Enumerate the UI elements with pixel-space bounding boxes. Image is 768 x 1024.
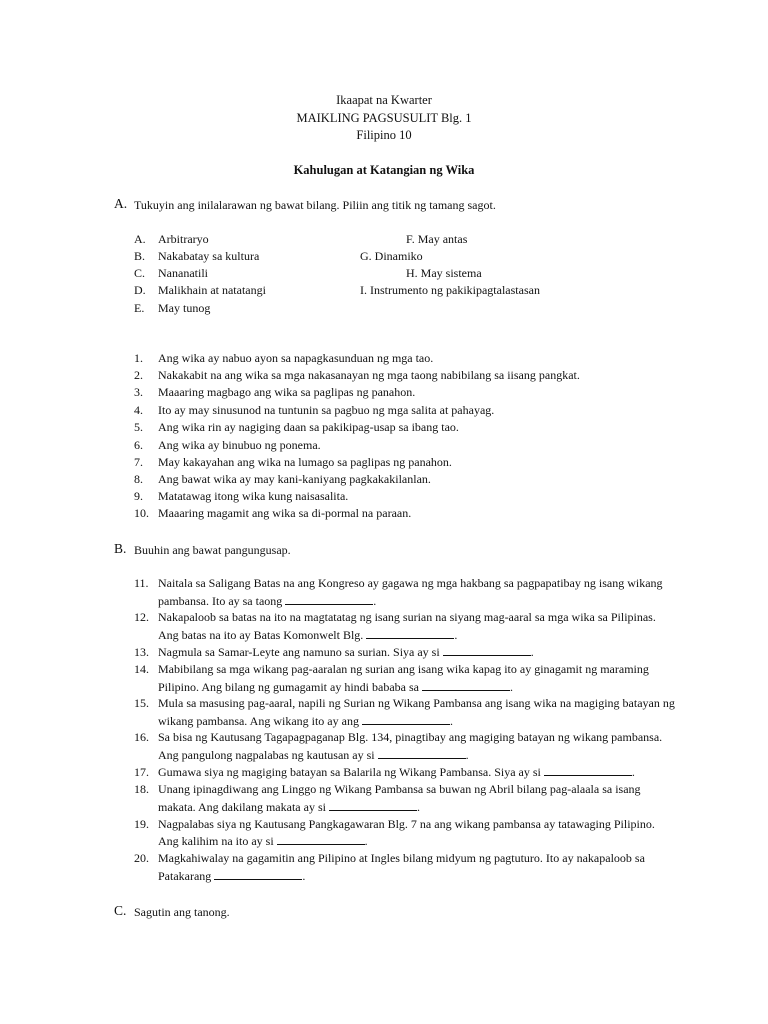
item-number: 20.	[134, 851, 149, 865]
choice-text: H. May sistema	[406, 266, 482, 280]
answer-blank[interactable]	[214, 869, 302, 880]
item-number: 1.	[134, 351, 143, 365]
item-text: Maaaring magbago ang wika sa paglipas ng panahon.	[158, 385, 416, 399]
item-text: Patakarang	[158, 869, 212, 883]
answer-blank[interactable]	[378, 748, 466, 759]
item-text-cont	[158, 679, 513, 696]
section-c-instruction: Sagutin ang tanong.	[134, 905, 230, 919]
item-text: May kakayahan ang wika na lumago sa paglipas ng panahon.	[158, 455, 452, 469]
item-end: .	[509, 680, 513, 694]
item-text-cont	[158, 593, 376, 610]
item-end: .	[449, 714, 453, 728]
item-text-cont	[158, 868, 305, 885]
choice-text: May tunog	[158, 301, 211, 315]
item-end: .	[465, 748, 469, 762]
item-text: Pilipino. Ang bilang ng gumagamit ay hindi bababa sa	[158, 680, 419, 694]
item-number: 7.	[134, 455, 143, 469]
choice-text: Malikhain at natatangi	[158, 283, 266, 297]
item-text: Ito ay may sinusunod na tuntunin sa pagbuo ng mga salita at pahayag.	[158, 403, 495, 417]
item-text-cont	[158, 799, 420, 816]
item-text-cont	[158, 747, 469, 764]
item-end: .	[373, 594, 377, 608]
item-text: Naitala sa Saligang Batas na ang Kongreso ay gagawa ng mga hakbang sa pagpapatibay ng isang wikang	[158, 576, 663, 590]
item-number: 15.	[134, 696, 149, 710]
item-text-cont	[158, 764, 635, 781]
item-text-cont	[158, 713, 453, 730]
item-text: Ang bawat wika ay may kani-kaniyang pagkakakilanlan.	[158, 472, 431, 486]
item-text-cont	[158, 627, 457, 644]
item-text: Nagpalabas siya ng Kautusang Pangkagawaran Blg. 7 na ang wikang pambansa ay tatawaging Pilipino.	[158, 817, 655, 831]
item-text: Ang wika rin ay nagiging daan sa pakikipag-usap sa ibang tao.	[158, 420, 459, 434]
item-end: .	[631, 765, 635, 779]
item-text: Mabibilang sa mga wikang pag-aaralan ng surian ang isang wika kapag ito ay ginagamit ng maraming	[158, 662, 649, 676]
item-text: Ang wika ay nabuo ayon sa napagkasunduan ng mga tao.	[158, 351, 434, 365]
choice-text: Nakabatay sa kultura	[158, 249, 260, 263]
item-number: 19.	[134, 817, 149, 831]
choice-text: Arbitraryo	[158, 232, 209, 246]
item-end: .	[416, 800, 420, 814]
item-number: 11.	[134, 576, 149, 590]
item-text: Maaaring magamit ang wika sa di-pormal na paraan.	[158, 506, 412, 520]
choice-text: G. Dinamiko	[360, 249, 423, 263]
item-number: 13.	[134, 645, 149, 659]
choice-letter: E.	[134, 301, 145, 315]
section-b-instruction: Buuhin ang bawat pangungusap.	[134, 543, 291, 557]
item-number: 10.	[134, 506, 149, 520]
section-c-letter: C.	[114, 903, 127, 918]
document-title: Kahulugan at Katangian ng Wika	[293, 163, 475, 177]
item-number: 17.	[134, 765, 149, 779]
item-text: Ang kalihim na ito ay si	[158, 834, 274, 848]
item-number: 14.	[134, 662, 149, 676]
item-text: Nakakabit na ang wika sa mga nakasanayan ng mga taong nabibilang sa iisang pangkat.	[158, 368, 580, 382]
item-end: .	[454, 628, 458, 642]
answer-blank[interactable]	[329, 800, 417, 811]
item-end: .	[364, 834, 368, 848]
item-text: Mula sa masusing pag-aaral, napili ng Surian ng Wikang Pambansa ang isang wika na magiging batayan ng	[158, 696, 675, 710]
choice-text: F. May antas	[406, 232, 468, 246]
choice-letter: C.	[134, 266, 146, 280]
item-text: Nakapaloob sa batas na ito na magtatatag ng isang surian na siyang mag-aaral sa mga wika sa Pilipinas.	[158, 610, 656, 624]
section-a-letter: A.	[114, 196, 128, 211]
item-text: Ang batas na ito ay Batas Komonwelt Blg.	[158, 628, 364, 642]
item-text: pambansa. Ito ay sa taong	[158, 594, 283, 608]
item-text-cont	[158, 833, 368, 850]
item-number: 5.	[134, 420, 143, 434]
answer-blank[interactable]	[443, 645, 531, 656]
item-number: 6.	[134, 438, 143, 452]
section-b-letter: B.	[114, 541, 127, 556]
section-a-instruction: Tukuyin ang inilalarawan ng bawat bilang. Piliin ang titik ng tamang sagot.	[134, 198, 496, 212]
exam-title: MAIKLING PAGSUSULIT Blg. 1	[296, 111, 472, 125]
item-text-cont	[158, 644, 534, 661]
item-number: 8.	[134, 472, 143, 486]
item-text: Matatawag itong wika kung naisasalita.	[158, 489, 349, 503]
choice-text: I. Instrumento ng pakikipagtalastasan	[360, 283, 540, 297]
choice-letter: A.	[134, 232, 146, 246]
item-text: Nagmula sa Samar-Leyte ang namuno sa surian. Siya ay si	[158, 645, 440, 659]
choice-letter: B.	[134, 249, 146, 263]
item-end: .	[302, 869, 306, 883]
item-number: 2.	[134, 368, 143, 382]
choice-text: Nananatili	[158, 266, 208, 280]
answer-blank[interactable]	[285, 594, 373, 605]
item-text: makata. Ang dakilang makata ay si	[158, 800, 326, 814]
item-number: 4.	[134, 403, 143, 417]
answer-blank[interactable]	[422, 680, 510, 691]
subject-label: Filipino 10	[356, 128, 412, 142]
item-number: 3.	[134, 385, 143, 399]
item-number: 18.	[134, 782, 149, 796]
item-text: wikang pambansa. Ang wikang ito ay ang	[158, 714, 359, 728]
quarter-label: Ikaapat na Kwarter	[336, 93, 432, 107]
item-end: .	[530, 645, 534, 659]
item-text: Gumawa siya ng magiging batayan sa Balarila ng Wikang Pambansa. Siya ay si	[158, 765, 541, 779]
item-text: Magkahiwalay na gagamitin ang Pilipino at Ingles bilang midyum ng pagtuturo. Ito ay nakapaloob sa	[158, 851, 645, 865]
item-number: 16.	[134, 730, 149, 744]
answer-blank[interactable]	[366, 628, 454, 639]
item-text: Sa bisa ng Kautusang Tagapagpaganap Blg. 134, pinagtibay ang magiging batayan ng wikang pambansa.	[158, 730, 663, 744]
item-text: Ang pangulong nagpalabas ng kautusan ay si	[158, 748, 375, 762]
item-number: 12.	[134, 610, 149, 624]
answer-blank[interactable]	[544, 765, 632, 776]
item-text: Ang wika ay binubuo ng ponema.	[158, 438, 321, 452]
answer-blank[interactable]	[362, 714, 450, 725]
answer-blank[interactable]	[277, 834, 365, 845]
choice-letter: D.	[134, 283, 146, 297]
item-number: 9.	[134, 489, 143, 503]
item-text: Unang ipinagdiwang ang Linggo ng Wikang Pambansa sa buwan ng Abril bilang pag-alaala sa isang	[158, 782, 641, 796]
